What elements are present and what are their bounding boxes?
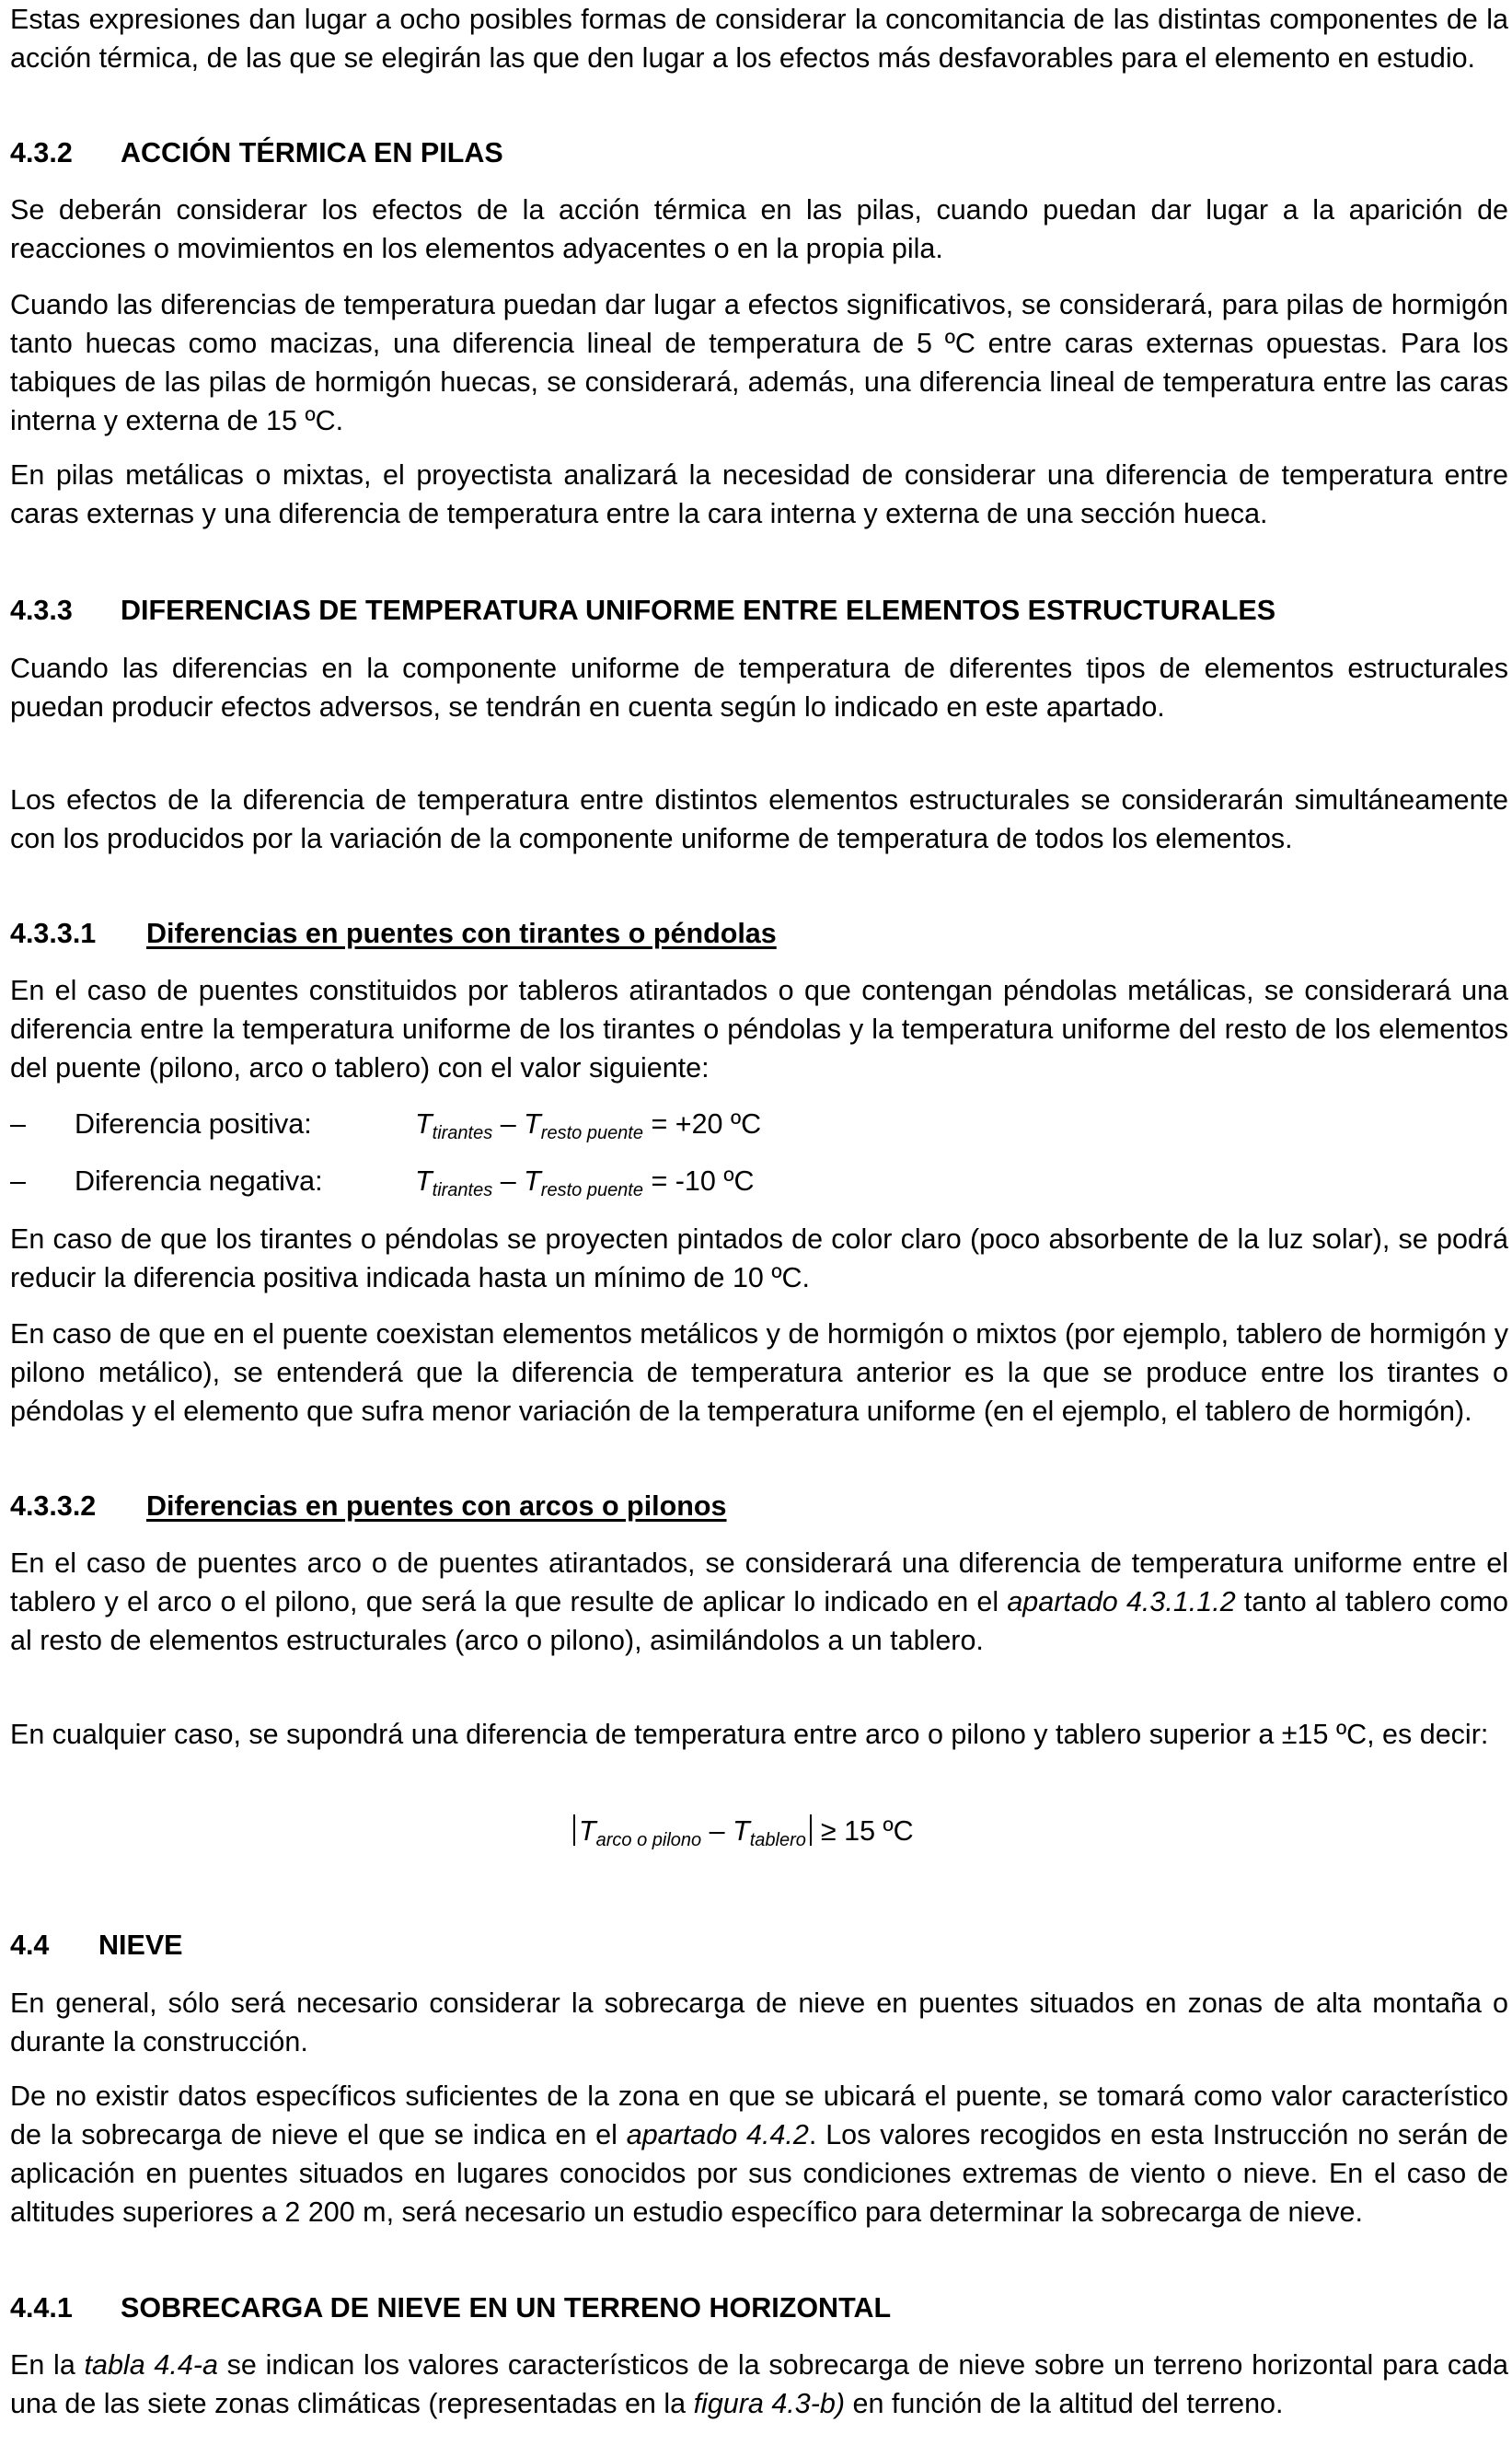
formula-symbol: T	[524, 1108, 541, 1140]
paragraph-text: En el caso de puentes arco o de puentes atirantados, se considerará una diferencia de temperatura uniforme entre el tablero y el arco o el pilono, que será la que resulte de aplicar lo indicado en el	[10, 1547, 1508, 1617]
subsection-title: Diferencias en puentes con tirantes o péndolas	[146, 918, 777, 949]
section-title: NIEVE	[98, 1930, 183, 1961]
cross-reference: apartado 4.3.1.1.2	[1007, 1586, 1236, 1617]
formula-abs-difference	[570, 1812, 914, 1860]
subsection-number: 4.3.3.2	[10, 1490, 97, 1522]
formula-subscript: resto puente	[540, 1180, 643, 1200]
paragraph-text: . Los valores recogidos en esta Instrucción no serán de aplicación en puentes situados en lugares conocidos por sus condiciones extremas de viento o nieve. En el caso de altitudes superiores a 2 200 m, será necesario un estudio específico para determinar la sobrecarga de nieve.	[10, 2119, 1509, 2228]
abs-bar-right	[810, 1814, 812, 1846]
formula-symbol: T	[733, 1815, 750, 1847]
section-title: ACCIÓN TÉRMICA EN PILAS	[121, 137, 503, 168]
formula-rhs: ≥ 15 ºC	[820, 1815, 914, 1847]
paragraph: Se deberán considerar los efectos de la acción térmica en las pilas, cuando puedan dar lugar a la aparición de reacciones o movimientos en los elementos adyacentes o en la propia pila.	[10, 194, 1508, 264]
bullet-dash: –	[10, 1165, 26, 1197]
paragraph: Cuando las diferencias de temperatura puedan dar lugar a efectos significativos, se considerará, para pilas de hormigón tanto huecas como macizas, una diferencia lineal de temperatura de 5 ºC entre caras externas opuestas. Para los tabiques de las pilas de hormigón huecas, se considerará, además, una diferencia lineal de temperatura entre las caras interna y externa de 15 ºC.	[10, 289, 1508, 436]
formula-symbol: T	[415, 1108, 433, 1140]
formula-symbol: T	[524, 1165, 541, 1197]
formula-subscript: resto puente	[540, 1123, 643, 1143]
formula-value: = +20 ºC	[643, 1108, 762, 1140]
paragraph: En general, sólo será necesario considerar la sobrecarga de nieve en puentes situados en zonas de alta montaña o durante la construcción.	[10, 1988, 1508, 2057]
formula-subscript: tirantes	[432, 1180, 493, 1200]
paragraph-text: tanto al tablero como al resto de elementos estructurales (arco o pilono), asimilándolos a un tablero.	[10, 1586, 1508, 1656]
paragraph: Cuando las diferencias en la componente uniforme de temperatura de diferentes tipos de elementos estructurales puedan producir efectos adversos, se tendrán en cuenta según lo indicado en este apartado.	[10, 653, 1508, 723]
section-number: 4.4.1	[10, 2292, 73, 2324]
formula-symbol: T	[415, 1165, 433, 1197]
section-number: 4.3.3	[10, 595, 73, 626]
formula-bullet-negative	[10, 1162, 755, 1210]
abs-bar-left	[573, 1814, 575, 1846]
intro-paragraph: Estas expresiones dan lugar a ocho posibles formas de considerar la concomitancia de las distintas componentes de la acción térmica, de las que se elegirán las que den lugar a los efectos más desfavorables para el elemento en estudio.	[10, 4, 1508, 74]
cross-reference: figura 4.3-b)	[693, 2388, 846, 2419]
paragraph: En caso de que los tirantes o péndolas se proyecten pintados de color claro (poco absorbente de la luz solar), se podrá reducir la diferencia positiva indicada hasta un mínimo de 10 ºC.	[10, 1223, 1508, 1293]
paragraph-text: De no existir datos específicos suficientes de la zona en que se ubicará el puente, se tomará como valor característico de la sobrecarga de nieve el que se indica en el	[10, 2080, 1508, 2150]
formula-operator: –	[492, 1165, 525, 1197]
formula-symbol: T	[579, 1815, 596, 1847]
subsection-heading-4-3-3-2	[10, 1487, 727, 1525]
formula-value: = -10 ºC	[643, 1165, 755, 1197]
cross-reference: apartado 4.4.2	[626, 2119, 809, 2150]
paragraph-text: se indican los valores característicos de la sobrecarga de nieve sobre un terreno horizontal para cada una de las siete zonas climáticas (representadas en la	[10, 2349, 1508, 2419]
formula-bullet-positive	[10, 1105, 762, 1153]
formula-subscript: tablero	[749, 1830, 806, 1850]
section-heading-4-4-1	[10, 2289, 891, 2327]
bullet-dash: –	[10, 1108, 26, 1140]
formula-operator: –	[492, 1108, 525, 1140]
paragraph	[10, 2077, 1508, 2231]
section-heading-4-4	[10, 1926, 183, 1964]
paragraph	[10, 1544, 1508, 1660]
paragraph: En el caso de puentes constituidos por tableros atirantados o que contengan péndolas metálicas, se considerará una diferencia entre la temperatura uniforme de los tirantes o péndolas y la temperatura uniforme del resto de los elementos del puente (pilono, arco o tablero) con el valor siguiente:	[10, 975, 1508, 1084]
section-number: 4.3.2	[10, 137, 73, 168]
paragraph-text: en función de la altitud del terreno.	[845, 2388, 1284, 2419]
subsection-heading-4-3-3-1	[10, 914, 777, 953]
formula-subscript: arco o pilono	[595, 1830, 702, 1850]
section-title: DIFERENCIAS DE TEMPERATURA UNIFORME ENTRE ELEMENTOS ESTRUCTURALES	[121, 595, 1276, 626]
subsection-number: 4.3.3.1	[10, 918, 97, 949]
section-heading-4-3-2	[10, 133, 503, 172]
paragraph: En pilas metálicas o mixtas, el proyectista analizará la necesidad de considerar una diferencia de temperatura entre caras externas y una diferencia de temperatura entre la cara interna y externa de una sección hueca.	[10, 459, 1508, 529]
paragraph: En caso de que en el puente coexistan elementos metálicos y de hormigón o mixtos (por ejemplo, tablero de hormigón y pilono metálico), se entenderá que la diferencia de temperatura anterior es la que se produce entre los tirantes o péndolas y el elemento que sufra menor variación de la temperatura uniforme (en el ejemplo, el tablero de hormigón).	[10, 1318, 1508, 1427]
bullet-label: Diferencia negativa:	[75, 1165, 323, 1197]
paragraph-text: En la	[10, 2349, 85, 2381]
formula-operator: –	[701, 1815, 733, 1847]
section-heading-4-3-3	[10, 591, 1275, 630]
paragraph: En cualquier caso, se supondrá una diferencia de temperatura entre arco o pilono y tablero superior a ±15 ºC, es decir:	[10, 1719, 1489, 1750]
subsection-title: Diferencias en puentes con arcos o pilonos	[146, 1490, 727, 1522]
paragraph	[10, 2346, 1508, 2423]
section-number: 4.4	[10, 1930, 50, 1961]
bullet-label: Diferencia positiva:	[75, 1108, 312, 1140]
cross-reference: tabla 4.4-a	[84, 2349, 218, 2381]
paragraph: Los efectos de la diferencia de temperatura entre distintos elementos estructurales se considerarán simultáneamente con los producidos por la variación de la componente uniforme de temperatura de todos los elementos.	[10, 784, 1508, 854]
section-title: SOBRECARGA DE NIEVE EN UN TERRENO HORIZONTAL	[121, 2292, 892, 2324]
formula-subscript: tirantes	[432, 1123, 493, 1143]
